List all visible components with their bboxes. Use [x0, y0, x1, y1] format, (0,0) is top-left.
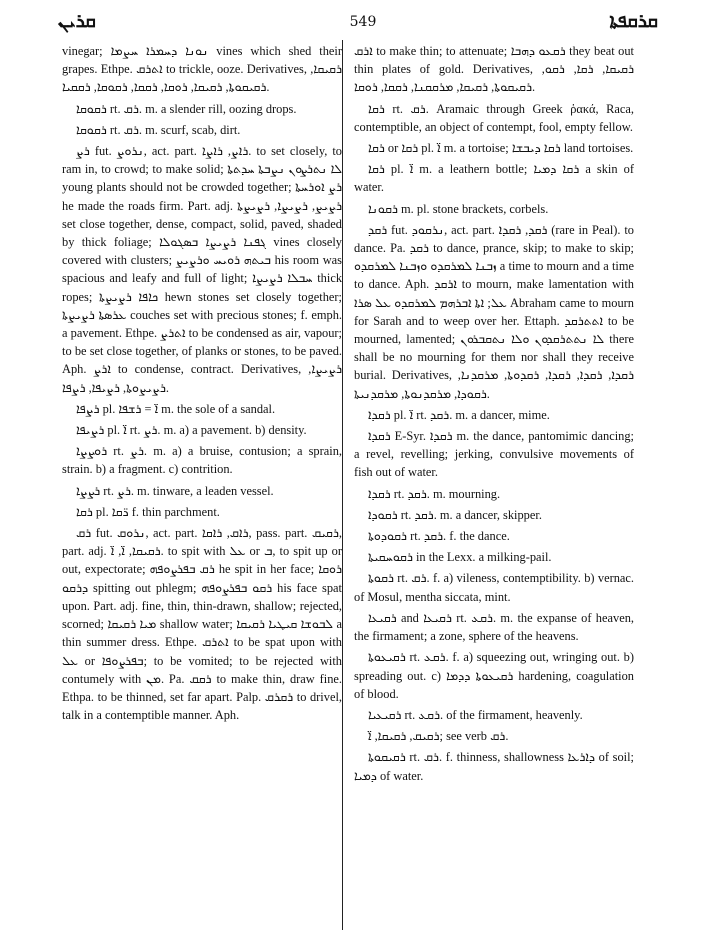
dictionary-entry: ܪܩܘܢܐ m. pl. stone brackets, corbels. [368, 201, 549, 216]
column-divider [342, 40, 343, 930]
dictionary-entry: ܐܪܩ to make thin; to attenuate; ܪܩܥܘ ܕܗܒܐ they beat out thin plates of gold. Derivatives, ܪܩܝܩܐ, ܪܩܐ, ܪܩܘ, ܪܩܝܩܘܬܐ, ܪܩܝܩܐ, ܡܪܩܩܢܐ, ܪܩܩܐ, ܪܘܩܐ. [354, 44, 634, 95]
dictionary-entry: ܪܘܨܨܐ rt. ܪܨ. m. a) a bruise, contusion; a sprain, strain. b) a fragment. c) contrition. [62, 444, 342, 477]
dictionary-entry: ܪܩܐ pl. ܪ̈ܩܐ f. thin parchment. [76, 504, 220, 519]
dictionary-entry: ܪܩܐ or ܪܩܐ pl. ܐ̈ m. a tortoise; ܪܩܐ ܕܝܒܫܐ land tortoises. [368, 141, 634, 156]
dictionary-entry: ܪܩܕܐ rt. ܪܩܕ. m. mourning. [368, 486, 501, 501]
dictionary-entry: ܪܩܕܐ pl. ܐ̈ rt. ܪܩܕ. m. a dancer, mime. [368, 407, 550, 422]
dictionary-entry: ܪܨ fut. ܢܪܘܨ, act. part. ܪܐܨ, ܪܐܨܐ. to set closely, to ram in, to crowd; to make solid; ܠܐ ܢܬܪܨܘܢ ܢܨܒܬܐ ܚܕܬܬܐ young plants should not be crowded together; ܪܨ ܐܘܪܚܬܐ he made the roads firm. Part. adj. ܪܨܝܨ, ܪܨܝܨܐ, ܪܨܝܨܬܐ set close together, dense, compact, solid, paved, shaded by thick foliage; ܓܦܢܐ ܪܨܝܨܐ ܒܣܓܘܠܐ vines closely covered with clusters; ܒܝܬܗ ܪܘܝܚ ܘܪܨܝܨ his room was spacious and leafy and full of light; ܚܒܠܐ ܪܨܝܨܐ thick ropes; ܟܐܦܐ ܪܨܝܨܬܐ hewn stones set closely together; ܥܪܣܬܐ ܪܨܝܨܬܐ couches set with precious stones; f. emph. a pavement. Ethpe. ܐܬܪܨ to be condensed as air, vapour; to be set close together, of planks or stones, to be paved. Aph. ܐܪܨ to condense, contract. Derivatives, ܪܨܝܨܐ, ܪܨܝܨܘܬܐ, ܪܨܝܦܐ, ܪܨܦܐ. [62, 144, 342, 395]
dictionary-entry: vinegar; ܢܘܢܐ ܕܚܡܪܐ ܚܨܡܐ vines which shed their grapes. Ethpe. ܐܬܪܩ to trickle, ooze. Derivatives, ܪܩܝܩܐ, ܪܩܝܩܘܬܐ, ܪܩܝܩܐ, ܪܘܩܐ, ܪܩܩܐ, ܪܩܘܩܐ, ܪܩܩܝܐ. [62, 44, 342, 95]
dictionary-entry: ܪܩܝܥܝܐ rt. ܪܩܥ. of the firmament, heavenly. [368, 707, 583, 722]
dictionary-entry: ܪܨܨܐ rt. ܪܨ. m. tinware, a leaden vessel. [76, 483, 274, 498]
dictionary-entry: ܪܩܐ rt. ܪܩ. Aramaic through Greek ῥακά, Raca, contemptible, an object of contempt, fool, empty fellow. [354, 101, 634, 134]
dictionary-entry: ܪܩܘܕܐ rt. ܪܩܕ. m. a dancer, skipper. [368, 507, 542, 522]
dictionary-entry: ܪܩܘܚܩܝܬܐ in the Lexx. a milking-pail. [368, 550, 552, 565]
dictionary-entry: ܪܨܦܐ pl. ܐ̈ = ܪܫܦܐ m. the sole of a sandal. [76, 401, 276, 416]
page-header [58, 8, 658, 36]
dictionary-entry: ܪܩܘܩܐ rt. ܪܩ. m. scurf, scab, dirt. [76, 122, 241, 137]
right-column [354, 42, 634, 930]
dictionary-entry: ܪܩܘܩܐ rt. ܪܩ. m. a slender rill, oozing drops. [76, 101, 297, 116]
dictionary-entry: ܪܩܐ pl. ܐ̈ m. a leathern bottle; ܪܩܐ ܕܡܝܐ a skin of water. [354, 162, 634, 195]
dictionary-entry: ܪܩܘܕܘܬܐ rt. ܪܩܕ. f. the dance. [368, 529, 510, 544]
dictionary-entry: ܪܩܝܩ, ܪܩܝܩܐ, ܐ̈; see verb ܪܩ. [368, 729, 509, 744]
dictionary-entry: ܪܩ fut. ܢܪܘܩ, act. part. ܪܐܩ, ܪܐܩܐ, pass. part. ܪܩܝܩ, part. adj. ܪܩܝܩܐ, ܐ̈, ܐ̈. to spit with ܥܠ or ܒ, to spit up or out, expectorate; ܪܩ ܒܦܪܨܘܦܗ he spit in her face; ܪܘܩܐ ܕܪܩܘ spitting out phlegm; ܪܩܘ ܒܦܪܨܘܦܗ his face spat upon. Part. adj. fine, thin, thin-drawn, shallow; rejected, scorned; ܡܝܐ ܪܩܝܩܐ shallow water; ܠܒܘܫܐ ܩܝܛܝܐ ܪܩܝܩܐ a thin summer dress. Ethpe. ܐܬܪܩ to be spat upon with ܥܠ or ܒܦܪܨܘܦܐ; to be vomited; to be rejected with contumely with ܡܢ. Pa. ܪܩܩ to make thin, draw fine. Ethpa. to be thinned, set far apart. Palp. ܪܩܪܩ to drivel, talk in a contemptible manner. Aph. [62, 526, 342, 723]
left-column [62, 42, 342, 930]
dictionary-entry: ܪܩܝܥܐ and ܪܩܝܥܐ rt. ܪܩܥ. m. the expanse of heaven, the firmament; a zone, sphere of the heavens. [354, 610, 634, 644]
dictionary-entry: ܪܩܘܬܐ rt. ܪܩ. f. a) vileness, contemptibility. b) vernac. of Mosul, mentha siccata, mint. [354, 571, 634, 604]
dictionary-entry: ܪܩܕܐ E-Syr. ܪܩܕܐ m. the dance, pantomimic dancing; a revel, revelling; jerking, convulsive movements of fish out of water. [354, 429, 634, 480]
header-right-word: ܩܪܩܦܬܐ [609, 10, 658, 32]
dictionary-entry: ܪܩܝܩܘܬܐ rt. ܪܩ. f. thinness, shallowness ܕܐܪܥܐ of soil; ܕܡܝܐ of water. [354, 750, 634, 783]
dictionary-entry: ܪܨܝܦܐ pl. ܐ̈ rt. ܪܨ. m. a) a pavement. b) density. [76, 423, 307, 438]
page-number: 549 [349, 14, 377, 30]
dictionary-entry: ܪܩܕ fut. ܢܪܩܘܕ, act. part. ܪܩܕ, ܪܩܕܐ (rare in Peal). to dance. Pa. ܪܩܕ to dance, prance, skip; to make to skip; ܙܒܢܐ ܠܡܪܩܕܘ ܘܙܒܢܐ ܠܡܪܩܕܘ a time to mourn and a time to dance. Aph. ܐܪܩܕ to mourn, make lamentation with ܥܠ; ܐܬܐ ܐܒܪܗܡ ܠܡܪܩܕܘ ܥܠ ܣܪܐ Abraham came to mourn for Sarah and to weep over her. Ettaph. ܐܬܬܪܩܕ to be mourned, lamented; ܠܐ ܢܬܬܪܩܕܘܢ ܘܠܐ ܢܬܩܒܪܘܢ there shall be no mourning for them nor shall they receive burial. Derivatives, ܪܩܕܐ, ܪܩܕܐ, ܪܩܕܐ, ܪܩܕܘܬܐ, ܡܪܩܕܢܐ, ܪܩܘܕܐ, ܡܪܩܕܢܘܬܐ, ܡܪܩܕܢܝܬܐ. [354, 222, 634, 401]
header-left-word: ܩܪܝܢ [58, 10, 96, 32]
dictionary-entry: ܪܩܝܥܘܬܐ rt. ܪܩܥ. f. a) squeezing out, wringing out. b) spreading out. c) ܪܩܝܥܘܬܐ ܕܕܡܐ hardening, coagulation of blood. [354, 650, 634, 701]
